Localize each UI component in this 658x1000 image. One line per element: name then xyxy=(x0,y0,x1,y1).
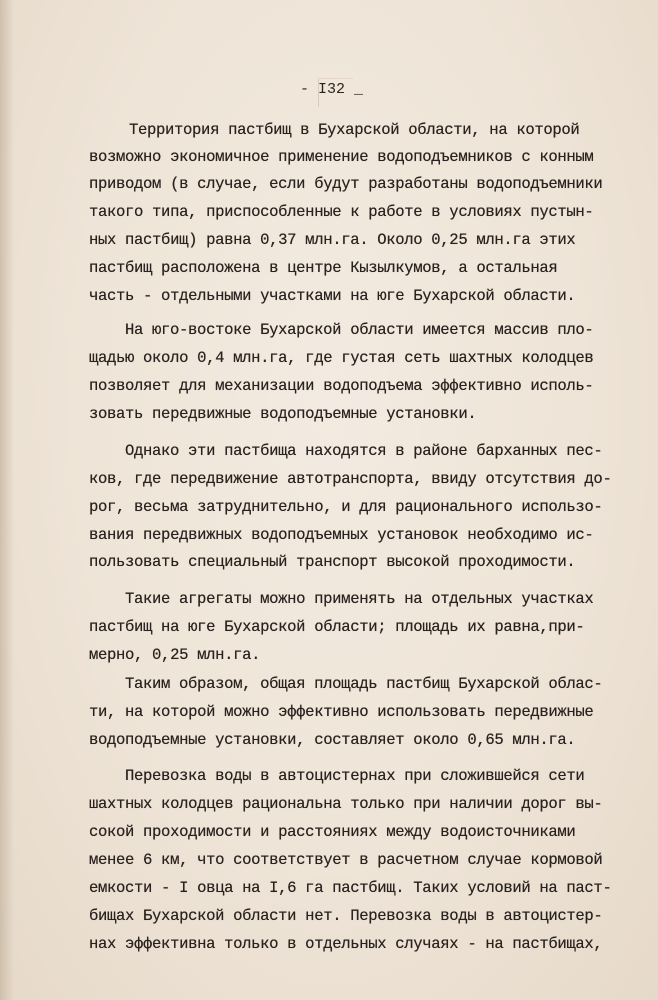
paragraph-1-line-1: Территория пастбищ в Бухарской области, на которой xyxy=(129,121,580,139)
paragraph-6-line-2: шахтных колодцев рациональна только при наличии дорог вы- xyxy=(89,795,603,813)
paragraph-3-line-2: ков, где передвижение автотранспорта, ввиду отсутствия до- xyxy=(89,470,612,488)
paragraph-4-line-3: мерно, 0,25 млн.га. xyxy=(89,646,261,664)
paragraph-2-line-1: На юго-востоке Бухарской области имеется массив пло- xyxy=(125,321,594,339)
paragraph-5-line-3: водоподъемные установки, составляет около 0,65 млн.га. xyxy=(89,731,576,749)
paragraph-3-line-3: рог, весьма затруднительно, и для рационального использо- xyxy=(89,498,603,516)
paragraph-6-line-6: бищах Бухарской области нет. Перевозка воды в автоцистер- xyxy=(89,907,603,925)
paragraph-5-line-1: Таким образом, общая площадь пастбищ Бухарской облас- xyxy=(125,675,603,693)
paragraph-1-line-6: пастбищ расположена в центре Кызылкумов, а остальная xyxy=(89,259,558,277)
paragraph-6-line-1: Перевозка воды в автоцистернах при сложившейся сети xyxy=(125,767,585,785)
paragraph-4-line-2: пастбищ на юге Бухарской области; площадь их равна,при- xyxy=(89,618,585,636)
paragraph-3-line-5: пользовать специальный транспорт высокой проходимости. xyxy=(89,553,576,571)
paragraph-6-line-3: сокой проходимости и расстояниях между водоисточниками xyxy=(89,823,576,841)
paragraph-6-line-5: емкости - I овца на I,6 га пастбищ. Таких условий на паст- xyxy=(89,879,612,897)
paragraph-2-line-3: позволяет для механизации водоподъема эффективно исполь- xyxy=(89,377,594,395)
paragraph-1-line-5: ных пастбищ) равна 0,37 млн.га. Около 0,25 млн.га этих xyxy=(89,231,576,249)
page-edge-shadow xyxy=(0,0,14,1000)
paragraph-6-line-7: нах эффективна только в отдельных случаях - на пастбищах, xyxy=(89,935,603,953)
paragraph-4-line-1: Такие агрегаты можно применять на отдельных участках xyxy=(125,590,594,608)
paragraph-1-line-7: часть - отдельными участками на юге Бухарской области. xyxy=(89,287,576,305)
paragraph-1-line-3: приводом (в случае, если будут разработаны водоподъемники xyxy=(89,175,603,193)
paragraph-2-line-4: зовать передвижные водоподъемные установки. xyxy=(89,405,477,423)
paragraph-2-line-2: щадью около 0,4 млн.га, где густая сеть шахтных колодцев xyxy=(89,349,594,367)
paragraph-6-line-4: менее 6 км, что соответствует в расчетном случае кормовой xyxy=(89,851,603,869)
paragraph-3-line-4: вания передвижных водоподъемных установок необходимо ис- xyxy=(89,526,594,544)
paragraph-1-line-4: такого типа, приспособленные к работе в условиях пустын- xyxy=(89,203,594,221)
paragraph-3-line-1: Однако эти пастбища находятся в районе барханных пес- xyxy=(125,442,603,460)
paragraph-5-line-2: ти, на которой можно эффективно использовать передвижные xyxy=(89,703,594,721)
page-number: - I32 _ xyxy=(300,81,364,98)
paragraph-1-line-2: возможно экономичное применение водоподъемников с конным xyxy=(89,148,594,166)
